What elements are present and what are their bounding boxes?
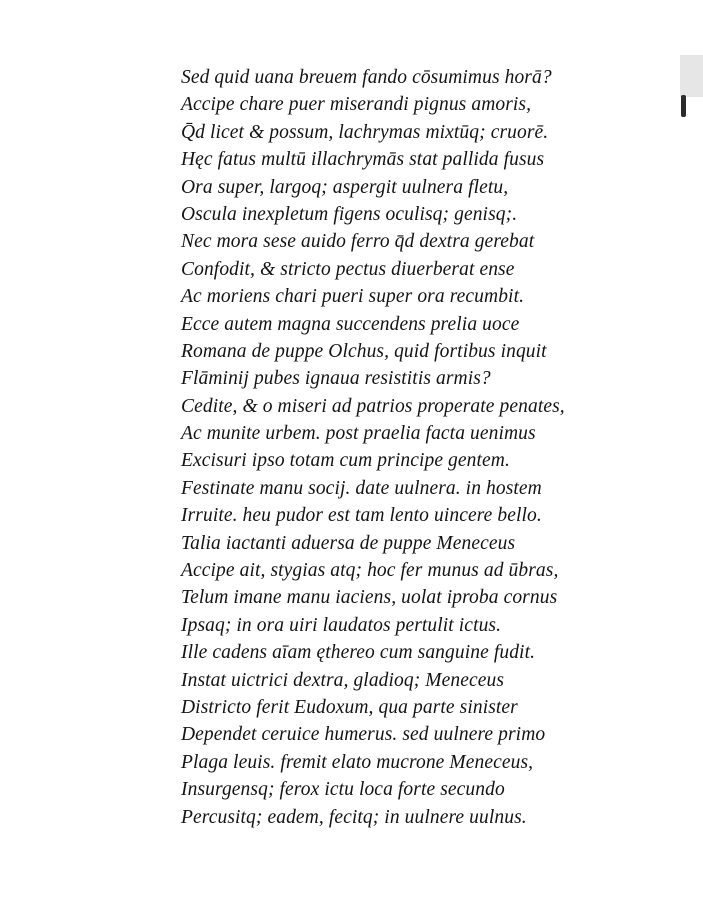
verse-line-19: Accipe ait, stygias atq; hoc fer munus ad ūbras,	[181, 560, 559, 582]
verse-line-28: Percusitq; eadem, fecitq; in uulnere uulnus.	[181, 806, 527, 828]
verse-line-24: Districto ferit Eudoxum, qua parte sinister	[181, 696, 518, 718]
adjacent-page-edge	[680, 55, 703, 97]
verse-line-14: Ac munite urbem. post praelia facta uenimus	[181, 423, 536, 445]
verse-line-15: Excisuri ipso totam cum principe gentem.	[181, 450, 510, 472]
verse-line-10: Ecce autem magna succendens prelia uoce	[181, 313, 520, 335]
verse-line-20: Telum imane manu iaciens, uolat iproba cornus	[181, 587, 558, 609]
verse-line-5: Ora super, largoq; aspergit uulnera fletu,	[181, 176, 509, 198]
verse-line-4: Hęc fatus multū illachrymās stat pallida fusus	[181, 149, 545, 171]
verse-line-8: Confodit, & stricto pectus diuerberat ense	[181, 258, 515, 280]
verse-line-1: Sed quid uana breuem fando cōsumimus horā?	[181, 67, 552, 88]
verse-text-block	[181, 64, 661, 831]
verse-line-17: Irruite. heu pudor est tam lento uincere bello.	[181, 505, 542, 527]
verse-line-26: Plaga leuis. fremit elato mucrone Meneceus,	[181, 751, 534, 773]
margin-ink-mark	[681, 95, 686, 117]
verse-line-2: Accipe chare puer miserandi pignus amoris,	[181, 94, 532, 116]
verse-line-11: Romana de puppe Olchus, quid fortibus inquit	[181, 340, 547, 362]
verse-line-6: Oscula inexpletum figens oculisq; genisq;.	[181, 203, 518, 225]
verse-line-12: Flāminij pubes ignaua resistitis armis?	[181, 368, 491, 390]
verse-line-9: Ac moriens chari pueri super ora recumbit.	[181, 286, 525, 308]
verse-line-21: Ipsaq; in ora uiri laudatos pertulit ictus.	[181, 614, 502, 636]
verse-line-18: Talia iactanti aduersa de puppe Meneceus	[181, 532, 516, 554]
verse-line-23: Instat uictrici dextra, gladioq; Meneceus	[181, 669, 505, 691]
verse-line-27: Insurgensq; ferox ictu loca forte secundo	[181, 779, 505, 801]
verse-line-25: Dependet ceruice humerus. sed uulnere primo	[181, 724, 546, 746]
verse-line-13: Cedite, & o miseri ad patrios properate penates,	[181, 395, 565, 417]
verse-line-16: Festinate manu socij. date uulnera. in hostem	[181, 477, 542, 499]
verse-line-3: Q̄d licet & possum, lachrymas mixtūq; cruorē.	[181, 121, 549, 143]
verse-line-22: Ille cadens aīam ęthereo cum sanguine fudit.	[181, 642, 536, 664]
verse-line-7: Nec mora sese auido ferro q̄d dextra gerebat	[181, 231, 535, 253]
